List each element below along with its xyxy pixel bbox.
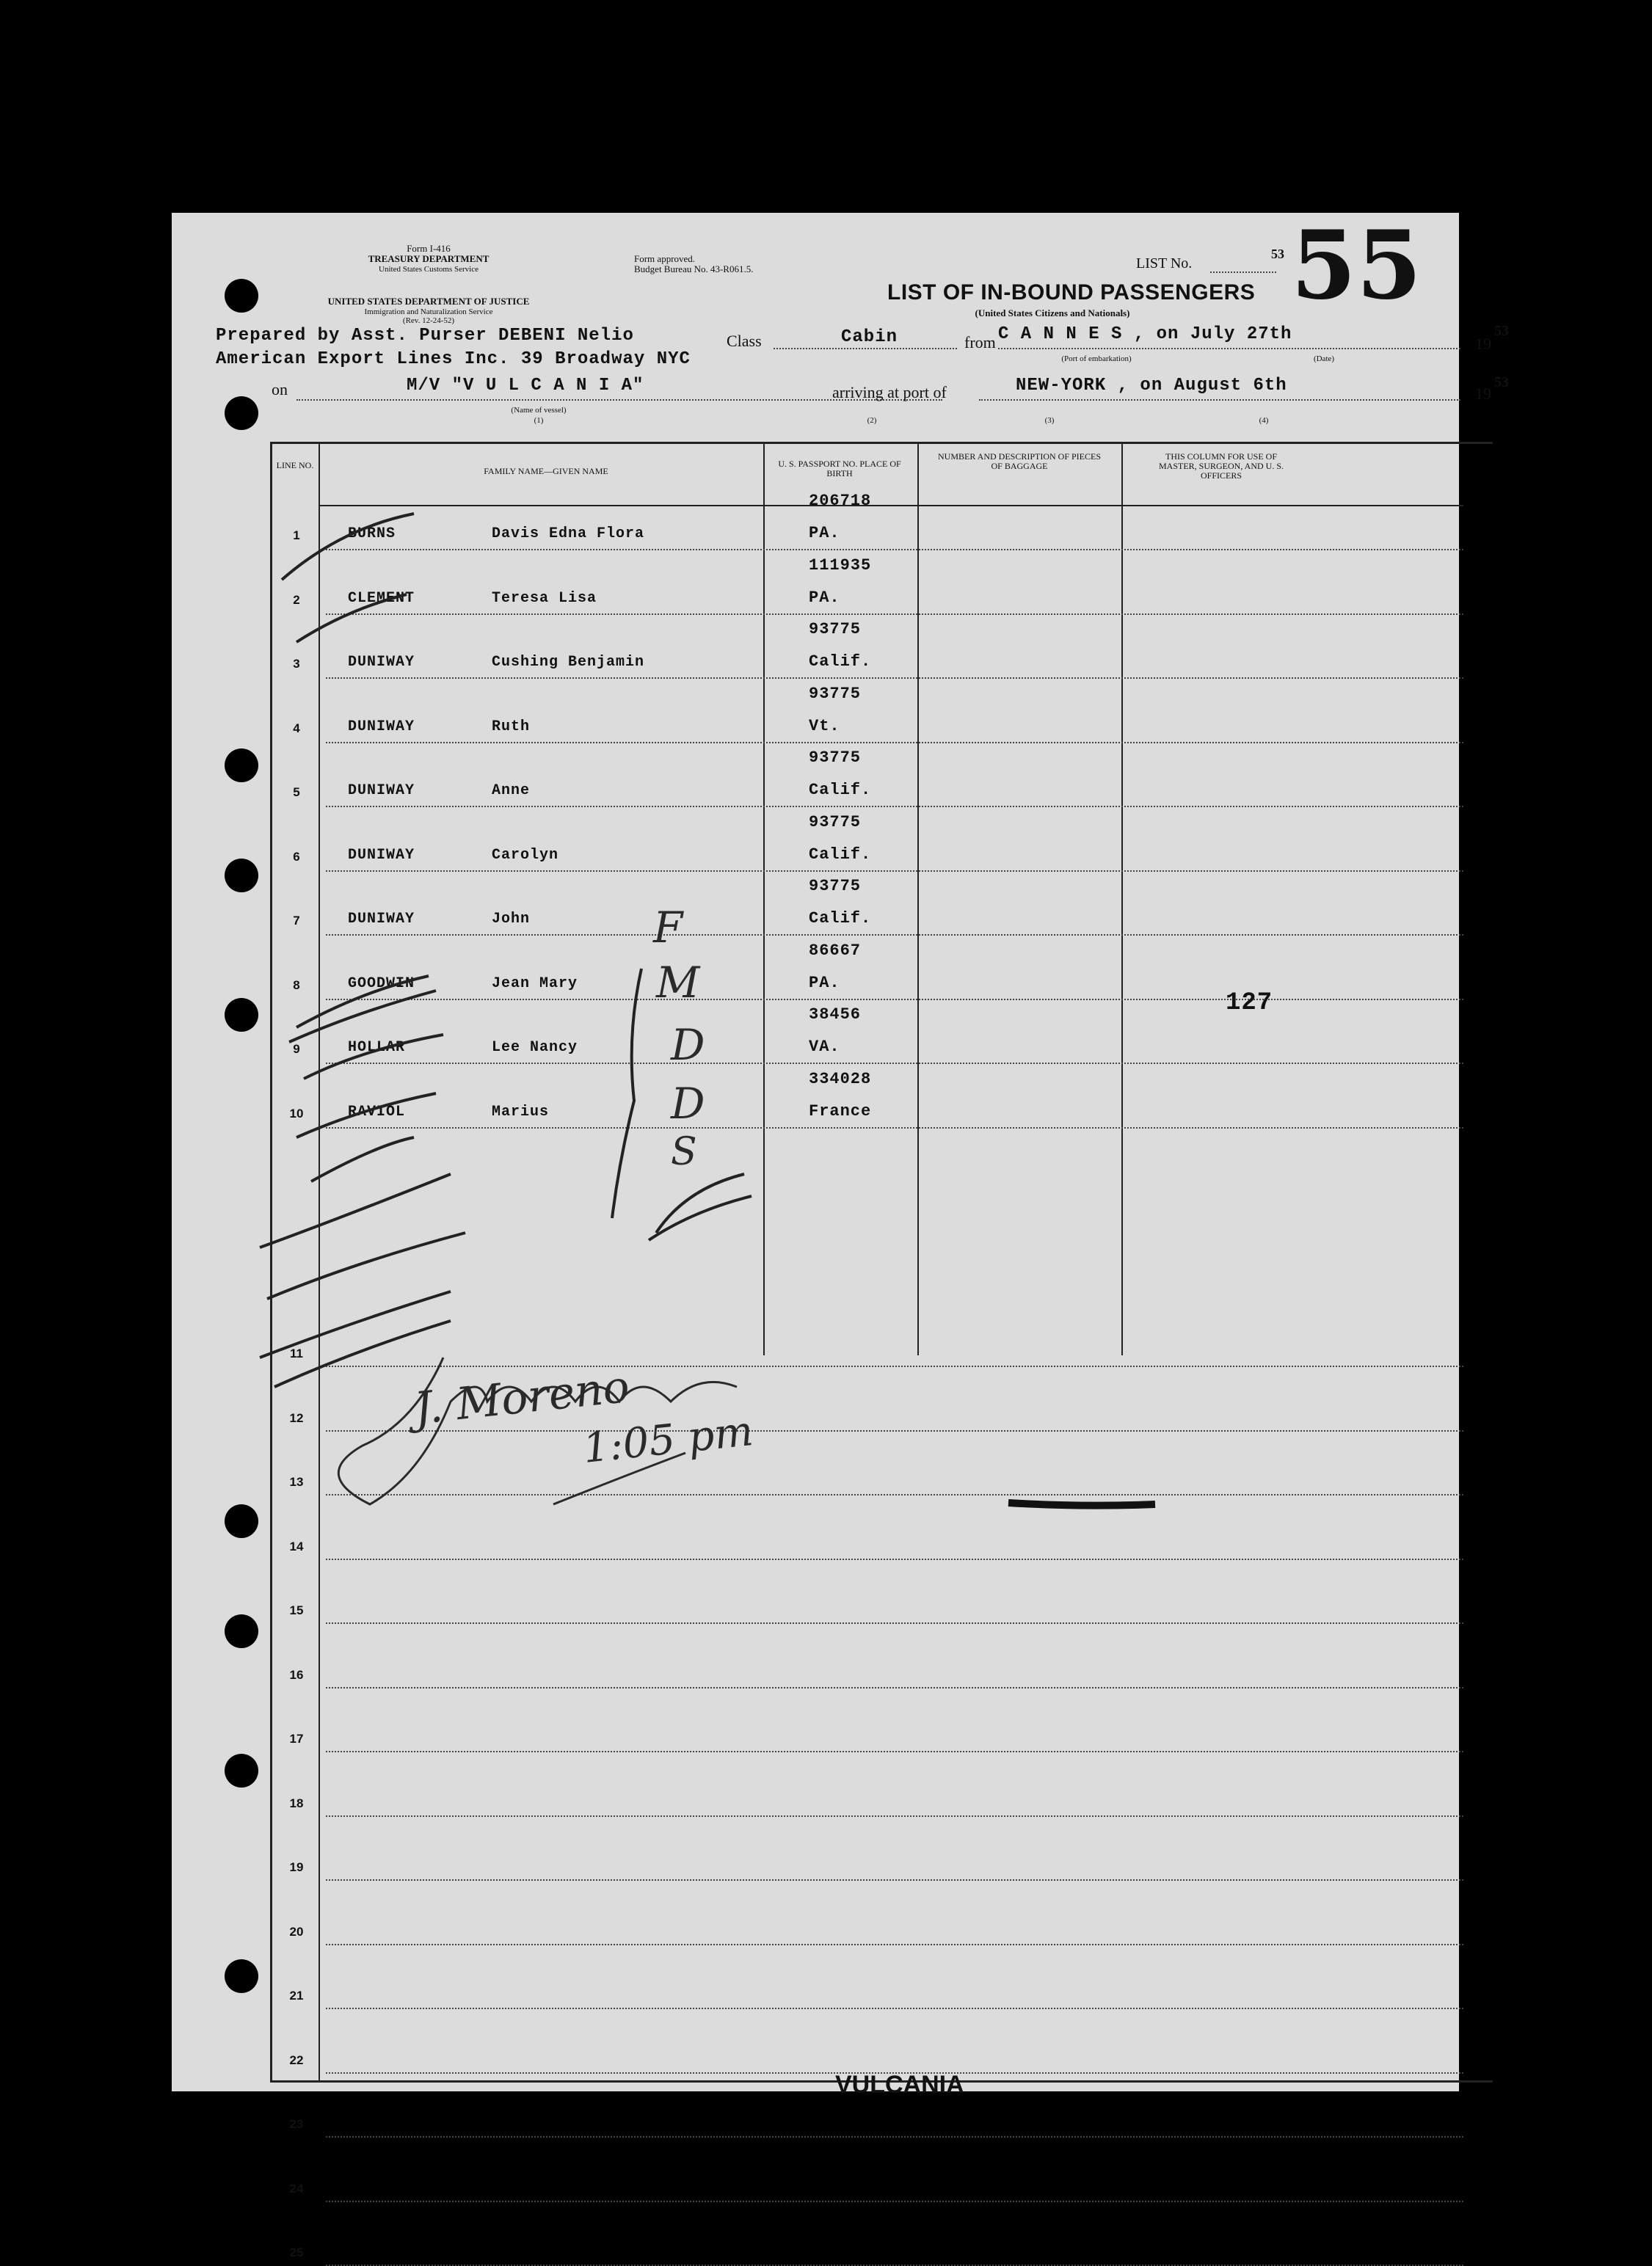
col-num-1: (1)	[534, 416, 544, 425]
passport-number: 93775	[809, 812, 862, 831]
list-small-number: 53	[1271, 247, 1284, 261]
passport-number: 93775	[809, 877, 862, 895]
page-title: LIST OF IN-BOUND PASSENGERS	[887, 280, 1256, 305]
line-number: 16	[289, 1667, 304, 1682]
place-of-birth: France	[809, 1101, 872, 1121]
place-of-birth: Calif.	[809, 652, 872, 671]
row-rule	[326, 2136, 1463, 2138]
place-of-birth: Calif.	[809, 909, 872, 928]
family-name: DUNIWAY	[348, 846, 415, 864]
header-line-no: LINE NO.	[276, 460, 314, 470]
family-note-m: M	[656, 958, 700, 1008]
line-number: 22	[289, 2052, 304, 2067]
place-of-birth: Calif.	[809, 781, 872, 799]
line-number: 9	[293, 1042, 300, 1056]
passport-number: 206718	[809, 492, 872, 510]
place-of-birth: PA.	[809, 973, 840, 992]
header-baggage: NUMBER AND DESCRIPTION OF PIECES OF BAGGAGE	[937, 451, 1102, 471]
family-name: CLEMENT	[348, 589, 415, 607]
place-of-birth: VA.	[809, 1038, 840, 1056]
footer-stamp: VULCANIA	[835, 2071, 964, 2099]
line-number: 13	[289, 1475, 304, 1489]
line-number: 10	[289, 1106, 304, 1121]
col-num-3: (3)	[1044, 416, 1055, 425]
family-note-s: S	[671, 1130, 697, 1174]
line-number: 21	[289, 1989, 304, 2003]
customs-label: United States Customs Service	[379, 265, 479, 274]
line-number: 4	[293, 721, 300, 735]
line-number: 24	[289, 2181, 304, 2196]
arrival-value: NEW-YORK , on August 6th	[1016, 376, 1287, 396]
header-name: FAMILY NAME—GIVEN NAME	[484, 466, 608, 476]
passport-number: 38456	[809, 1005, 862, 1024]
revision-label: (Rev. 12-24-52)	[402, 316, 455, 325]
page-subtitle: (United States Citizens and Nationals)	[975, 307, 1130, 318]
line-number: 20	[289, 1924, 304, 1939]
ins-label: Immigration and Naturalization Service	[364, 307, 493, 316]
line-number: 1	[293, 528, 300, 542]
passport-number: 86667	[809, 941, 862, 960]
family-note-d2: D	[671, 1079, 705, 1129]
given-name: Lee Nancy	[492, 1039, 578, 1056]
passport-number: 111935	[809, 555, 872, 575]
from-label: from	[964, 333, 996, 351]
passport-number: 93775	[809, 684, 862, 703]
line-number: 2	[293, 592, 300, 607]
given-name: Ruth	[492, 718, 531, 735]
line-number: 25	[289, 2245, 304, 2259]
family-name: DUNIWAY	[348, 654, 415, 671]
col-num-4: (4)	[1259, 416, 1269, 425]
embarkation-value: C A N N E S , on July 27th	[998, 324, 1292, 344]
line-number: 7	[293, 914, 300, 928]
passport-number: 93775	[809, 620, 862, 638]
signature: J. Moreno	[412, 1360, 632, 1435]
officer-mark: 127	[1226, 989, 1273, 1017]
shipping-agent: American Export Lines Inc. 39 Broadway NYC	[216, 349, 691, 369]
line-number: 17	[289, 1732, 304, 1746]
family-note-d1: D	[671, 1020, 705, 1070]
family-name: DUNIWAY	[348, 911, 415, 928]
family-name: BURNS	[348, 525, 396, 542]
list-no-label: LIST No.	[1136, 255, 1193, 272]
budget-bureau: Budget Bureau No. 43-R061.5.	[634, 263, 754, 274]
line-number: 14	[289, 1539, 304, 1553]
family-note-f: F	[653, 903, 683, 952]
line-number: 8	[293, 977, 300, 992]
place-of-birth: PA.	[809, 524, 840, 542]
class-value: Cabin	[841, 327, 898, 347]
line-number: 12	[289, 1410, 304, 1425]
family-name: DUNIWAY	[348, 718, 415, 735]
line-number: 6	[293, 849, 300, 864]
form-number: Form I-416	[407, 243, 451, 254]
year-2: 53	[1494, 374, 1509, 390]
treasury-label: TREASURY DEPARTMENT	[368, 253, 490, 264]
place-of-birth: PA.	[809, 588, 840, 607]
date-label: (Date)	[1313, 354, 1335, 363]
place-of-birth: Calif.	[809, 845, 872, 864]
line-number: 19	[289, 1860, 304, 1874]
form-approved: Form approved.	[634, 253, 696, 264]
given-name: Davis Edna Flora	[492, 525, 645, 542]
line-number: 3	[293, 657, 300, 671]
given-name: Carolyn	[492, 846, 559, 864]
given-name: John	[492, 911, 531, 928]
line-number: 15	[289, 1603, 304, 1617]
handwritten-marks	[172, 213, 1459, 2091]
given-name: Teresa Lisa	[492, 589, 597, 607]
arriving-label: arriving at port of	[832, 383, 947, 401]
given-name: Cushing Benjamin	[492, 654, 645, 671]
line-number: 18	[289, 1796, 304, 1810]
on-label: on	[272, 380, 288, 398]
family-name: HOLLAR	[348, 1039, 406, 1056]
port-of-embarkation-label: (Port of embarkation)	[1061, 354, 1132, 363]
header-officers: THIS COLUMN FOR USE OF MASTER, SURGEON, AND U. S. OFFICERS	[1158, 451, 1284, 481]
line-number: 11	[290, 1347, 303, 1360]
header-passport: U. S. PASSPORT NO. PLACE OF BIRTH	[778, 459, 901, 478]
year-prefix-2: 19	[1475, 385, 1491, 403]
col-num-2: (2)	[867, 416, 877, 425]
list-number: 55	[1291, 211, 1422, 321]
vessel-name-label: (Name of vessel)	[511, 406, 567, 415]
year-1: 53	[1494, 323, 1509, 339]
given-name: Marius	[492, 1103, 550, 1121]
place-of-birth: Vt.	[809, 716, 840, 735]
line-number: 23	[289, 2117, 304, 2131]
manifest-page	[172, 211, 1509, 2259]
given-name: Jean Mary	[492, 974, 578, 992]
prepared-by: Prepared by Asst. Purser DEBENI Nelio	[216, 326, 634, 346]
given-name: Anne	[492, 782, 531, 799]
time-note: 1:05 pm	[581, 1407, 756, 1473]
line-number: 5	[293, 785, 300, 799]
passport-number: 93775	[809, 748, 862, 767]
family-name: DUNIWAY	[348, 782, 415, 799]
family-name: GOODWIN	[348, 974, 415, 992]
row-rule	[326, 2201, 1463, 2202]
year-prefix-1: 19	[1475, 335, 1491, 353]
vessel-name: M/V "V U L C A N I A"	[407, 376, 644, 396]
passport-number: 334028	[809, 1069, 872, 1088]
class-label: Class	[727, 332, 762, 350]
justice-label: UNITED STATES DEPARTMENT OF JUSTICE	[327, 296, 530, 307]
family-name: RAVIOL	[348, 1103, 406, 1121]
